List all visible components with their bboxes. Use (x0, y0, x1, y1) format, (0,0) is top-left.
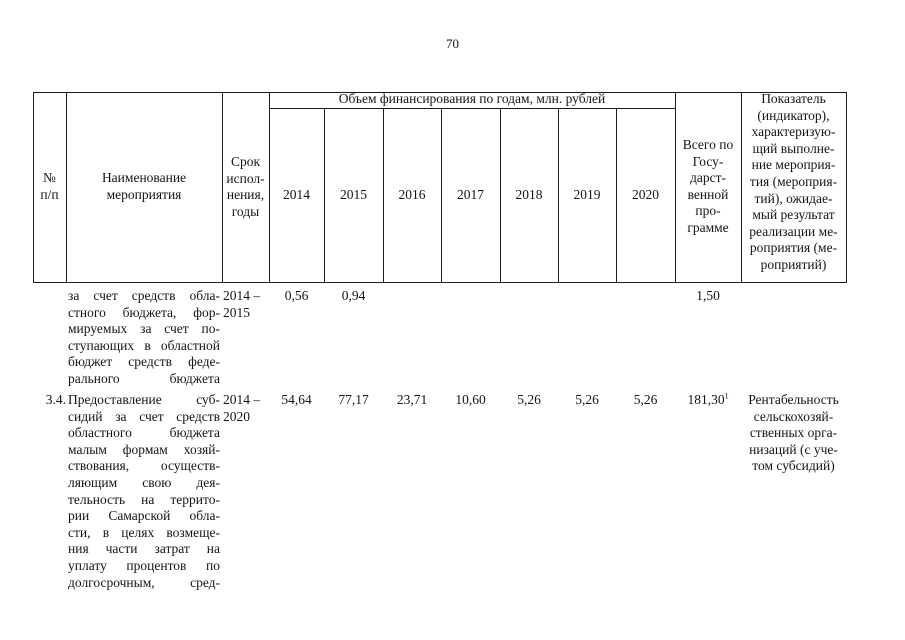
row-name-line: мируемых за счет по- (68, 321, 220, 337)
row-indicator-line: ственных орга- (749, 425, 838, 441)
header-year-2015: 2015 (340, 187, 367, 202)
header-name-line: мероприятия (106, 186, 182, 202)
header-total-line: дарст- (690, 170, 726, 186)
row-indicator (743, 392, 844, 475)
header-total-line: Всего по (682, 137, 734, 152)
row-name-line: бюджет средств феде- (68, 354, 220, 370)
row-value-2016: 23,71 (396, 392, 428, 407)
row-total-value: 1,50 (696, 288, 720, 303)
header-indicator-line: щий выполне- (752, 140, 835, 156)
header-indicator-line: реализации ме- (749, 223, 838, 239)
row-term-line: 2020 (223, 408, 250, 424)
header-indicator-line: ние мероприя- (751, 157, 836, 173)
header-year-2020: 2020 (632, 187, 659, 202)
row-name-line: ствования, осуществ- (68, 458, 220, 474)
row-name-line: сти, в целях возмеще- (68, 524, 220, 540)
row-name-line: долгосрочным, сред- (68, 574, 220, 590)
header-total-line: венной (687, 186, 729, 202)
row-value-2014: 54,64 (281, 392, 312, 407)
row-name-line: ния части затрат на (68, 541, 220, 557)
row-total-footnote: 1 (724, 391, 729, 401)
row-value-2015: 0,94 (341, 288, 366, 303)
header-number-line: № (43, 170, 56, 185)
row-name-line: рии Самарской обла- (68, 508, 220, 524)
header-financing-group: Объем финансирования по годам, млн. рублей (338, 91, 606, 106)
row-term-line: 2014 – (223, 392, 261, 407)
row-number: 3.4. (45, 392, 66, 407)
row-name-line: областного бюджета (68, 425, 220, 441)
row-name-line: рального бюджета (68, 370, 220, 386)
header-year-2014: 2014 (283, 187, 310, 202)
row-term-line: 2014 – (223, 288, 261, 303)
row-value-2020: 5,26 (633, 392, 658, 407)
row-value-2017: 10,60 (455, 392, 486, 407)
header-indicator-line: характеризую- (751, 124, 836, 140)
page-number: 70 (446, 36, 459, 51)
header-year-2016: 2016 (398, 187, 426, 202)
row-value-2018: 5,26 (517, 392, 541, 407)
row-total (677, 392, 739, 409)
row-name-line: стного бюджета, фор- (68, 304, 220, 320)
header-indicator-line: роприятия (ме- (749, 240, 838, 256)
header-term-line: годы (231, 203, 260, 219)
header-indicator-line: роприятий) (760, 256, 827, 272)
row-name-line: тельность на террито- (68, 491, 220, 507)
header-indicator-line: мый результат (752, 207, 835, 223)
header-total-line: Госу- (692, 153, 724, 169)
row-value-2014: 0,56 (284, 288, 309, 303)
row-name (68, 288, 220, 388)
row-term (223, 288, 266, 321)
header-term-line: Срок (230, 154, 261, 169)
row-total-value: 181,30 (687, 392, 725, 407)
header-term-line: нения, (226, 187, 265, 203)
header-total-line: про- (695, 203, 721, 219)
header-total-line: грамме (687, 219, 729, 235)
header-term-line: испол- (226, 170, 265, 186)
header-indicator-line: тий), ожидае- (754, 190, 833, 206)
row-name-line: сидий за счет средств (68, 408, 220, 424)
row-name-line: ляющим свою дея- (68, 474, 220, 490)
row-term (223, 392, 266, 425)
row-value-2019: 5,26 (575, 392, 599, 407)
header-year-2017: 2017 (457, 187, 484, 202)
row-total (677, 288, 739, 305)
row-name-line: уплату процентов по (68, 557, 220, 573)
row-indicator-line: Рентабельность (748, 392, 839, 407)
row-name (68, 392, 220, 591)
row-name-line: за счет средств обла- (68, 288, 220, 303)
row-name-line: ступающих в областной (68, 337, 220, 353)
row-indicator-line: сельскохозяй- (753, 408, 834, 424)
header-number-line: п/п (40, 186, 59, 202)
row-name-line: малым формам хозяй- (68, 441, 220, 457)
header-indicator-line: (индикатор), (757, 107, 830, 123)
header-name-line: Наименование (101, 170, 187, 185)
header-indicator (743, 91, 844, 274)
header-indicator-line: тия (мероприя- (749, 173, 838, 189)
header-total (677, 137, 739, 237)
row-name-line: Предоставление суб- (68, 392, 220, 407)
row-value-2015: 77,17 (338, 392, 369, 407)
header-number (35, 170, 64, 203)
row-indicator-line: том субсидий) (752, 458, 835, 474)
header-term (224, 154, 267, 220)
header-year-2018: 2018 (515, 187, 543, 202)
row-term-line: 2015 (223, 304, 250, 320)
header-year-2019: 2019 (573, 187, 601, 202)
header-name (68, 170, 220, 203)
header-indicator-line: Показатель (761, 91, 826, 106)
row-indicator-line: низаций (с уче- (749, 441, 838, 457)
